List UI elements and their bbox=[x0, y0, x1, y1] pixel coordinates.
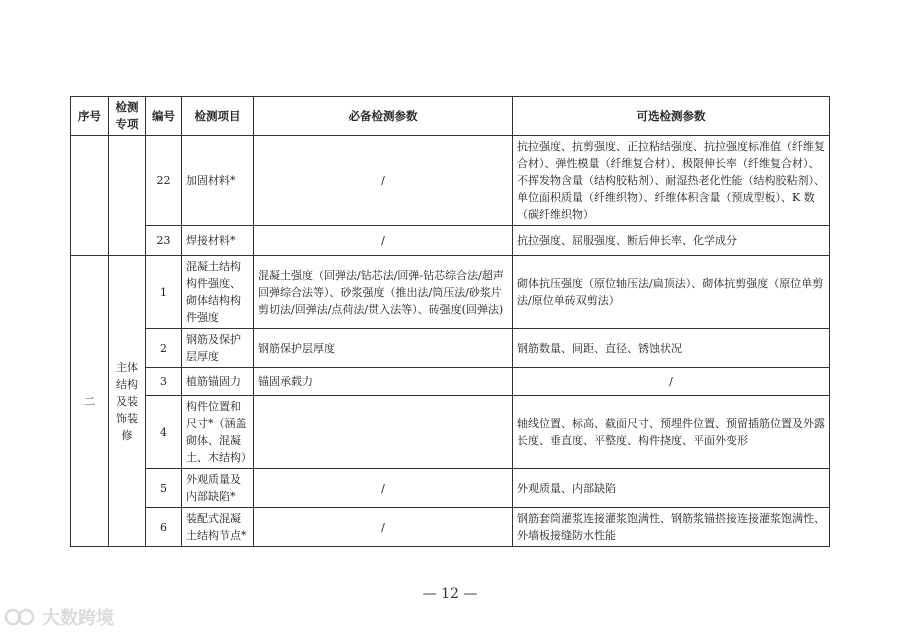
code-cell: 23 bbox=[146, 226, 182, 256]
required-cell: 锚固承载力 bbox=[254, 368, 513, 396]
header-optional: 可选检测参数 bbox=[513, 97, 830, 136]
code-cell: 22 bbox=[146, 136, 182, 226]
item-cell: 外观质量及内部缺陷* bbox=[182, 469, 254, 508]
category-cell-empty bbox=[109, 136, 146, 256]
optional-cell: 砌体抗压强度（原位轴压法/扁顶法）、砌体抗剪强度（原位单剪法/原位单砖双剪法） bbox=[513, 256, 830, 329]
table-header-row bbox=[71, 97, 830, 136]
watermark bbox=[4, 604, 114, 630]
optional-cell: 抗拉强度、抗剪强度、正拉粘结强度、抗拉强度标准值（纤维复合材）、弹性模量（纤维复合材）、极限伸长率（纤维复合材）、不挥发物含量（结构胶粘剂）、耐湿热老化性能（结构胶粘剂）、单位面积质量（纤维织物）、纤维体积含量（预成型板）、K 数（碳纤维织物） bbox=[513, 136, 830, 226]
item-cell: 加固材料* bbox=[182, 136, 254, 226]
optional-cell: 钢筋数量、间距、直径、锈蚀状况 bbox=[513, 329, 830, 368]
optional-cell: 钢筋套筒灌浆连接灌浆饱满性、钢筋浆锚搭接连接灌浆饱满性、外墙板接缝防水性能 bbox=[513, 508, 830, 547]
required-cell: / bbox=[254, 226, 513, 256]
table-row bbox=[71, 136, 830, 226]
code-cell: 3 bbox=[146, 368, 182, 396]
code-cell: 6 bbox=[146, 508, 182, 547]
table-row bbox=[71, 508, 830, 547]
required-cell: 钢筋保护层厚度 bbox=[254, 329, 513, 368]
table-row bbox=[71, 396, 830, 469]
optional-cell: 轴线位置、标高、截面尺寸、预埋件位置、预留插筋位置及外露长度、垂直度、平整度、构件挠度、平面外变形 bbox=[513, 396, 830, 469]
table-row bbox=[71, 469, 830, 508]
required-cell: / bbox=[254, 136, 513, 226]
table-row bbox=[71, 368, 830, 396]
page-number: — 12 — bbox=[422, 586, 478, 602]
header-required: 必备检测参数 bbox=[254, 97, 513, 136]
item-cell: 混凝土结构构件强度、砌体结构构件强度 bbox=[182, 256, 254, 329]
required-cell: / bbox=[254, 469, 513, 508]
item-cell: 钢筋及保护层厚度 bbox=[182, 329, 254, 368]
optional-cell: 抗拉强度、屈服强度、断后伸长率、化学成分 bbox=[513, 226, 830, 256]
required-cell: 混凝土强度（回弹法/钻芯法/回弹-钻芯综合法/超声回弹综合法等）、砂浆强度（推出法/筒压法/砂浆片剪切法/回弹法/点荷法/贯入法等）、砖强度(回弹法) bbox=[254, 256, 513, 329]
code-cell: 5 bbox=[146, 469, 182, 508]
code-cell: 2 bbox=[146, 329, 182, 368]
seq-cell-empty bbox=[71, 136, 109, 256]
item-cell: 焊接材料* bbox=[182, 226, 254, 256]
item-cell: 植筋锚固力 bbox=[182, 368, 254, 396]
item-cell: 装配式混凝土结构节点* bbox=[182, 508, 254, 547]
header-item: 检测项目 bbox=[182, 97, 254, 136]
header-seq: 序号 bbox=[71, 97, 109, 136]
watermark-logo-icon bbox=[4, 606, 38, 628]
optional-cell: / bbox=[513, 368, 830, 396]
standards-table bbox=[70, 96, 830, 547]
code-cell: 1 bbox=[146, 256, 182, 329]
table-row bbox=[71, 226, 830, 256]
watermark-text: 大数跨境 bbox=[42, 608, 114, 629]
seq-cell: 二 bbox=[71, 256, 109, 547]
code-cell: 4 bbox=[146, 396, 182, 469]
required-cell: / bbox=[254, 508, 513, 547]
item-cell: 构件位置和尺寸*（涵盖砌体、混凝土、木结构） bbox=[182, 396, 254, 469]
table-row bbox=[71, 256, 830, 329]
header-code: 编号 bbox=[146, 97, 182, 136]
table-row bbox=[71, 329, 830, 368]
required-cell bbox=[254, 396, 513, 469]
header-category: 检测专项 bbox=[109, 97, 146, 136]
category-cell: 主体结构及装饰装修 bbox=[109, 256, 146, 547]
optional-cell: 外观质量、内部缺陷 bbox=[513, 469, 830, 508]
